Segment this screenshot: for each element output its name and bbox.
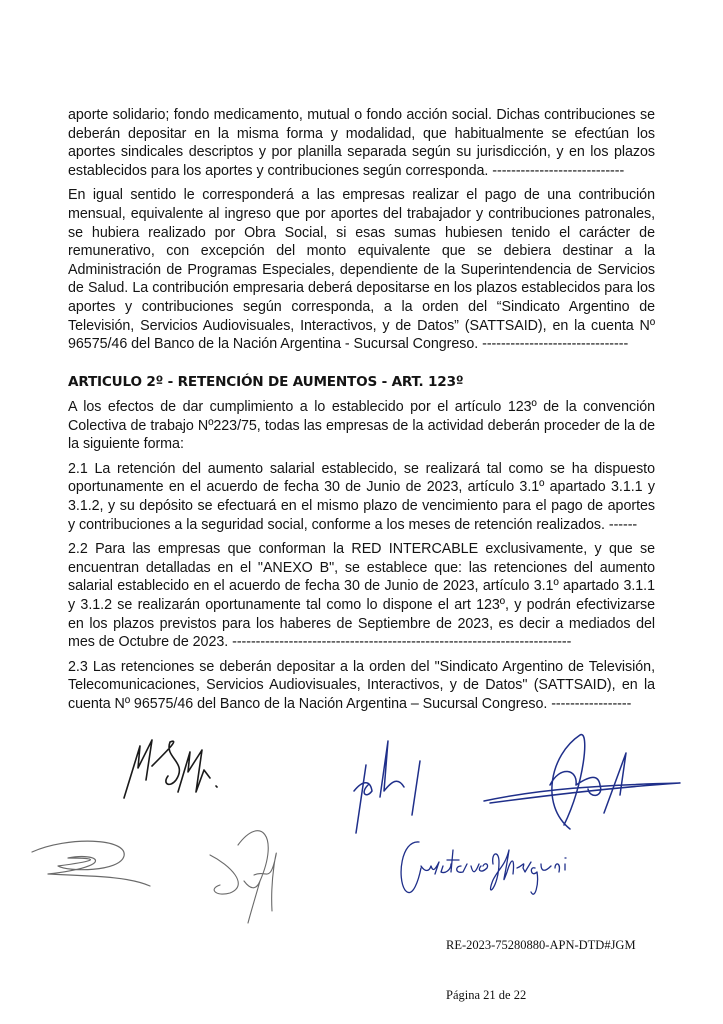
paragraph-article-intro: A los efectos de dar cumplimiento a lo establecido por el artículo 123º de la convención Colectiva de trabajo Nº223/75, todas las empresas de la actividad deberán proceder de la de la siguiente forma:: [68, 399, 655, 453]
intro-text-block: [68, 106, 655, 360]
paragraph-employer-contribution: En igual sentido le corresponderá a las empresas realizar el pago de una contribución mensual, equivalente al ingreso que por aportes del trabajador y contribuciones patronales, se hubiera realizado por Obra Social, si esas sumas hubiesen tenido el carácter de remunerativo, con excepción del monto equivalente que se debiera destinar a la Administración de Programas Especiales, dependiente de la Superintendencia de Servicios de Salud. La contribución empresaria deberá depositarse en los plazos establecidos para los aportes y contribuciones según corresponda, a la orden del “Sindicato Argentino de Televisión, Servicios Audiovisuales, Interactivos, y de Datos” (SATTSAID), en la cuenta Nº 96575/46 del Banco de la Nación Argentina - Sucursal Congreso. -------------------------------: [68, 187, 655, 353]
page-number: Página 21 de 22: [446, 988, 527, 1002]
signature-5: [190, 815, 300, 925]
signature-1: [118, 728, 228, 808]
paragraph-2-3: 2.3 Las retenciones se deberán depositar a la orden del "Sindicato Argentino de Televisión, Telecomunicaciones, Servicios Audiovisuales, Interactivos, y de Datos" (SATTSAID), en la cuenta Nº 96575/46 del Banco de la Nación Argentina – Sucursal Congreso. -----------------: [68, 658, 655, 712]
signature-3: [480, 725, 690, 835]
article-text-block: [68, 398, 655, 720]
paragraph-contributions: aporte solidario; fondo medicamento, mutual o fondo acción social. Dichas contribuciones se deberán depositar en la misma forma y modalidad, que habitualmente se efectúan los aportes sindicales descriptos y por planilla separada según su jurisdicción, y en los plazos establecidos para los aportes y contribuciones según corresponda. ----------------------------: [68, 107, 655, 179]
signature-2: [350, 735, 440, 835]
document-reference: RE-2023-75280880-APN-DTD#JGM: [446, 938, 636, 952]
signature-6-gustavo-pellegrini: [395, 838, 585, 908]
article-heading: ARTICULO 2º - RETENCIÓN DE AUMENTOS - ART. 123º: [68, 374, 464, 390]
paragraph-2-1: 2.1 La retención del aumento salarial establecido, se realizará tal como se ha dispuesto oportunamente en el acuerdo de fecha 30 de Junio de 2023, artículo 3.1º apartado 3.1.1 y 3.1.2, y su depósito se efectuará en el mismo plazo de vencimiento para el pago de aportes y contribuciones a la seguridad social, conforme a los meses de retención realizados. ------: [68, 460, 655, 533]
signature-4: [28, 832, 158, 892]
paragraph-2-2: 2.2 Para las empresas que conforman la RED INTERCABLE exclusivamente, y que se encuentran detalladas en el "ANEXO B", se establece que: las retenciones del aumento salarial establecido en el acuerdo de fecha 30 de Junio de 2023, artículo 3.1º apartado 3.1.1 y 3.1.2 se realizarán oportunamente tal como lo dispone el art 123º, y podrán efectivizarse en los plazos previstos para los haberes de Septiembre de 2023, es decir a mediados del mes de Octubre de 2023. ------------------------------------------------------------------------: [68, 541, 655, 651]
